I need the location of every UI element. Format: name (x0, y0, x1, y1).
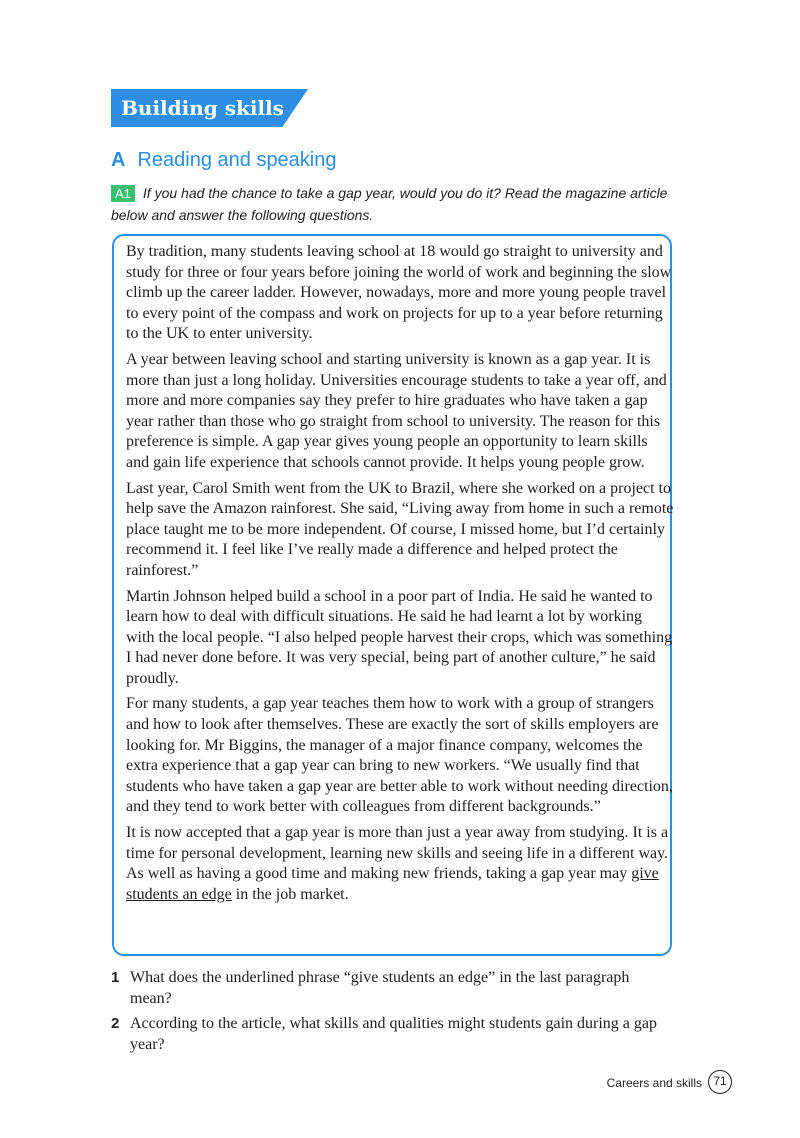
question-number: 2 (111, 1015, 120, 1033)
instruction (111, 182, 671, 226)
article-body (126, 242, 674, 910)
section-letter: A (111, 149, 126, 171)
question-item (111, 1014, 671, 1055)
question-list (111, 968, 671, 1060)
paragraph-6-start: It is now accepted that a gap year is more than just a year away from studying. It is a time for personal development, learning new skills and seeing life in a different way. As well as having a good time and making new friends, taking a gap year may (126, 824, 669, 883)
section-title: Reading and speaking (137, 149, 337, 171)
banner-title: Building skills (121, 96, 284, 120)
question-text: According to the article, what skills and qualities might students gain during a gap year? (130, 1015, 657, 1053)
question-number: 1 (111, 969, 120, 986)
footer-chapter-label: Careers and skills (606, 1076, 702, 1090)
instruction-text: If you had the chance to take a gap year, would you do it? Read the magazine article below and answer the following questions. (111, 185, 668, 223)
article-paragraph-1: By tradition, many students leaving school at 18 would go straight to university and study for three or four years before joining the world of work and beginning the slow climb up the career ladder. However, nowadays, more and more young people travel to every point of the compass and work on projects for up to a year before returning to the UK to enter university. (126, 243, 672, 343)
paragraph-6-end: in the job market. (231, 885, 349, 903)
article-paragraph-6 (126, 823, 674, 905)
underlined-phrase: give students an edge (126, 865, 659, 903)
article-paragraph-4: Martin Johnson helped build a school in a poor part of India. He said he wanted to learn how to deal with difficult situations. He said he had learnt a lot by working with the local people. “I also helped people harvest their crops, which was something I had never done before. It was very special, being part of another culture,” he said proudly. (126, 587, 673, 687)
activity-badge: A1 (111, 185, 135, 202)
question-text: What does the underlined phrase “give students an edge” in the last paragraph mean? (130, 969, 630, 1007)
question-item (111, 968, 671, 1009)
page-number: 71 (708, 1070, 732, 1094)
article-paragraph-3: Last year, Carol Smith went from the UK to Brazil, where she worked on a project to help save the Amazon rainforest. She said, “Living away from home in such a remote place taught me to be more independent. Of course, I missed home, but I’d certainly recommend it. I feel like I’ve really made a difference and helped protect the rainforest.” (126, 479, 674, 579)
section-heading (111, 146, 337, 174)
article-paragraph-5: For many students, a gap year teaches them how to work with a group of strangers and how to look after themselves. These are exactly the sort of skills employers are looking for. Mr Biggins, the manager of a major finance company, welcomes the extra experience that a gap year can bring to new workers. “We usually find that students who have taken a gap year are better able to work without needing direction, and they tend to work better with colleagues from different backgrounds.” (126, 695, 673, 816)
article-paragraph-2: A year between leaving school and starting university is known as a gap year. It is more than just a long holiday. Universities encourage students to take a year off, and more and more companies say they prefer to hire graduates who have taken a gap year rather than those who go straight from school to university. The reason for this preference is simple. A gap year gives young people an opportunity to learn skills and gain life experience that schools cannot provide. It helps young people grow. (126, 350, 667, 471)
